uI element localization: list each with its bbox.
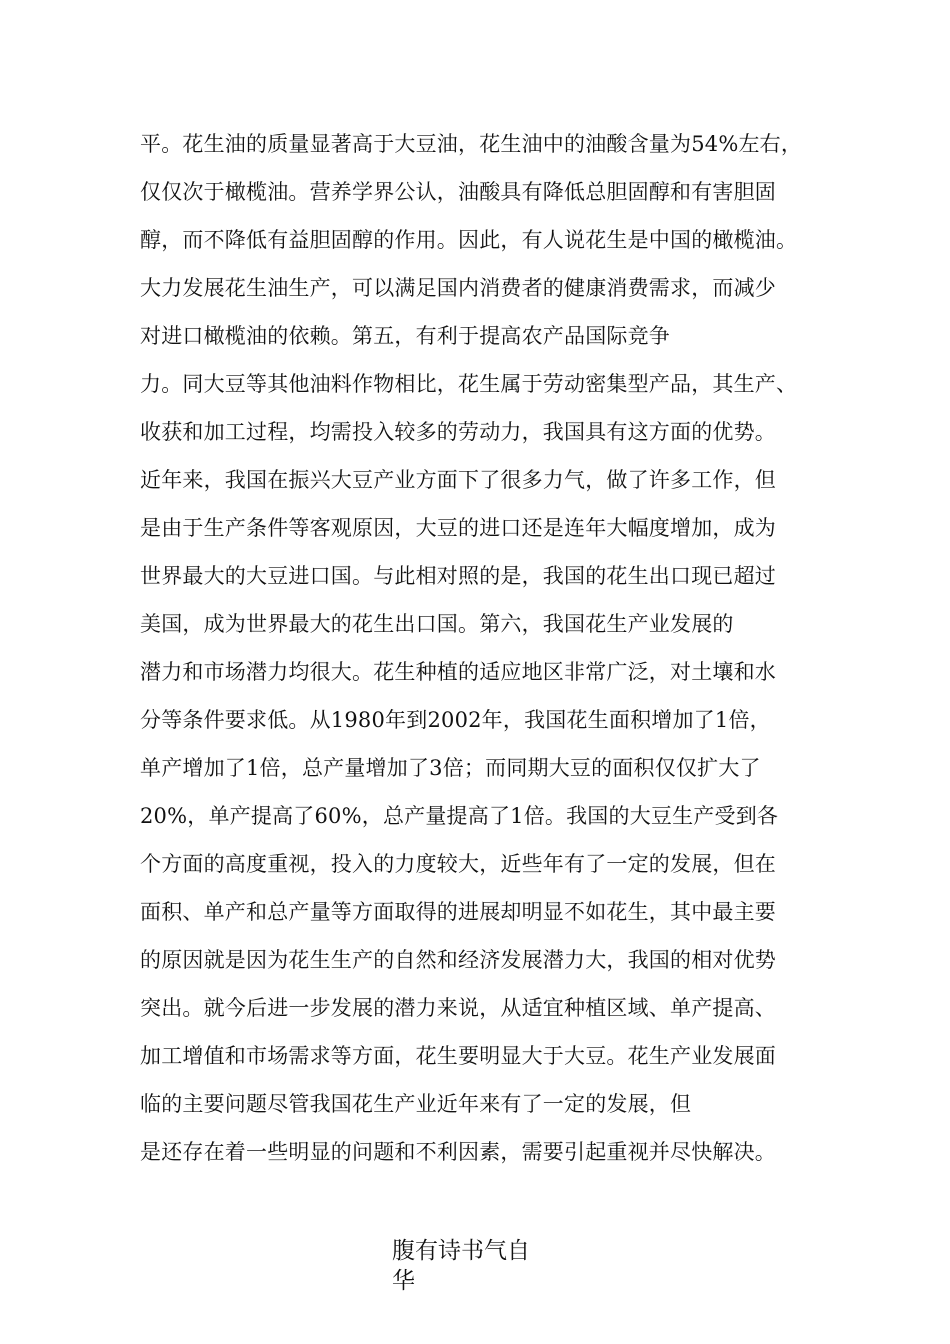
text-line-12: 潜力和市场潜力均很大。花生种植的适应地区非常广泛，对土壤和水	[140, 660, 776, 684]
text-line-4: 大力发展花生油生产，可以满足国内消费者的健康消费需求，而减少	[140, 276, 776, 300]
text-line-17: 面积、单产和总产量等方面取得的进展却明显不如花生，其中最主要	[140, 900, 776, 924]
text-line-5: 对进口橄榄油的依赖。第五，有利于提高农产品国际竞争	[140, 324, 670, 348]
text-line-7: 收获和加工过程，均需投入较多的劳动力，我国具有这方面的优势。	[140, 420, 776, 444]
text-line-19: 突出。就今后进一步发展的潜力来说，从适宜种植区域、单产提高、	[140, 996, 776, 1020]
text-line-16: 个方面的高度重视，投入的力度较大，近些年有了一定的发展，但在	[140, 852, 776, 876]
body-text	[140, 120, 840, 1176]
page-footer	[392, 1236, 562, 1296]
text-line-21: 临的主要问题尽管我国花生产业近年来有了一定的发展，但	[140, 1092, 692, 1116]
text-line-20: 加工增值和市场需求等方面，花生要明显大于大豆。花生产业发展面	[140, 1044, 776, 1068]
text-line-13: 分等条件要求低。从1980年到2002年，我国花生面积增加了1倍，	[140, 708, 771, 732]
footer-line-2: 华	[392, 1268, 415, 1294]
text-line-15: 20%，单产提高了60%，总产量提高了1倍。我国的大豆生产受到各	[140, 804, 779, 828]
text-line-6: 力。同大豆等其他油料作物相比，花生属于劳动密集型产品，其生产、	[140, 372, 798, 396]
text-line-22: 是还存在着一些明显的问题和不利因素，需要引起重视并尽快解决。	[140, 1140, 776, 1164]
text-line-14: 单产增加了1倍，总产量增加了3倍；而同期大豆的面积仅仅扩大了	[140, 756, 761, 780]
text-line-9: 是由于生产条件等客观原因，大豆的进口还是连年大幅度增加，成为	[140, 516, 776, 540]
text-line-8: 近年来，我国在振兴大豆产业方面下了很多力气，做了许多工作，但	[140, 468, 776, 492]
text-line-2: 仅仅次于橄榄油。营养学界公认，油酸具有降低总胆固醇和有害胆固	[140, 180, 776, 204]
text-line-3: 醇，而不降低有益胆固醇的作用。因此，有人说花生是中国的橄榄油。	[140, 228, 798, 252]
footer-line-1: 腹有诗书气自	[392, 1238, 530, 1264]
text-line-11: 美国，成为世界最大的花生出口国。第六，我国花生产业发展的	[140, 612, 734, 636]
text-line-18: 的原因就是因为花生生产的自然和经济发展潜力大，我国的相对优势	[140, 948, 776, 972]
text-line-10: 世界最大的大豆进口国。与此相对照的是，我国的花生出口现已超过	[140, 564, 776, 588]
text-line-1: 平。花生油的质量显著高于大豆油，花生油中的油酸含量为54%左右，	[140, 132, 803, 156]
